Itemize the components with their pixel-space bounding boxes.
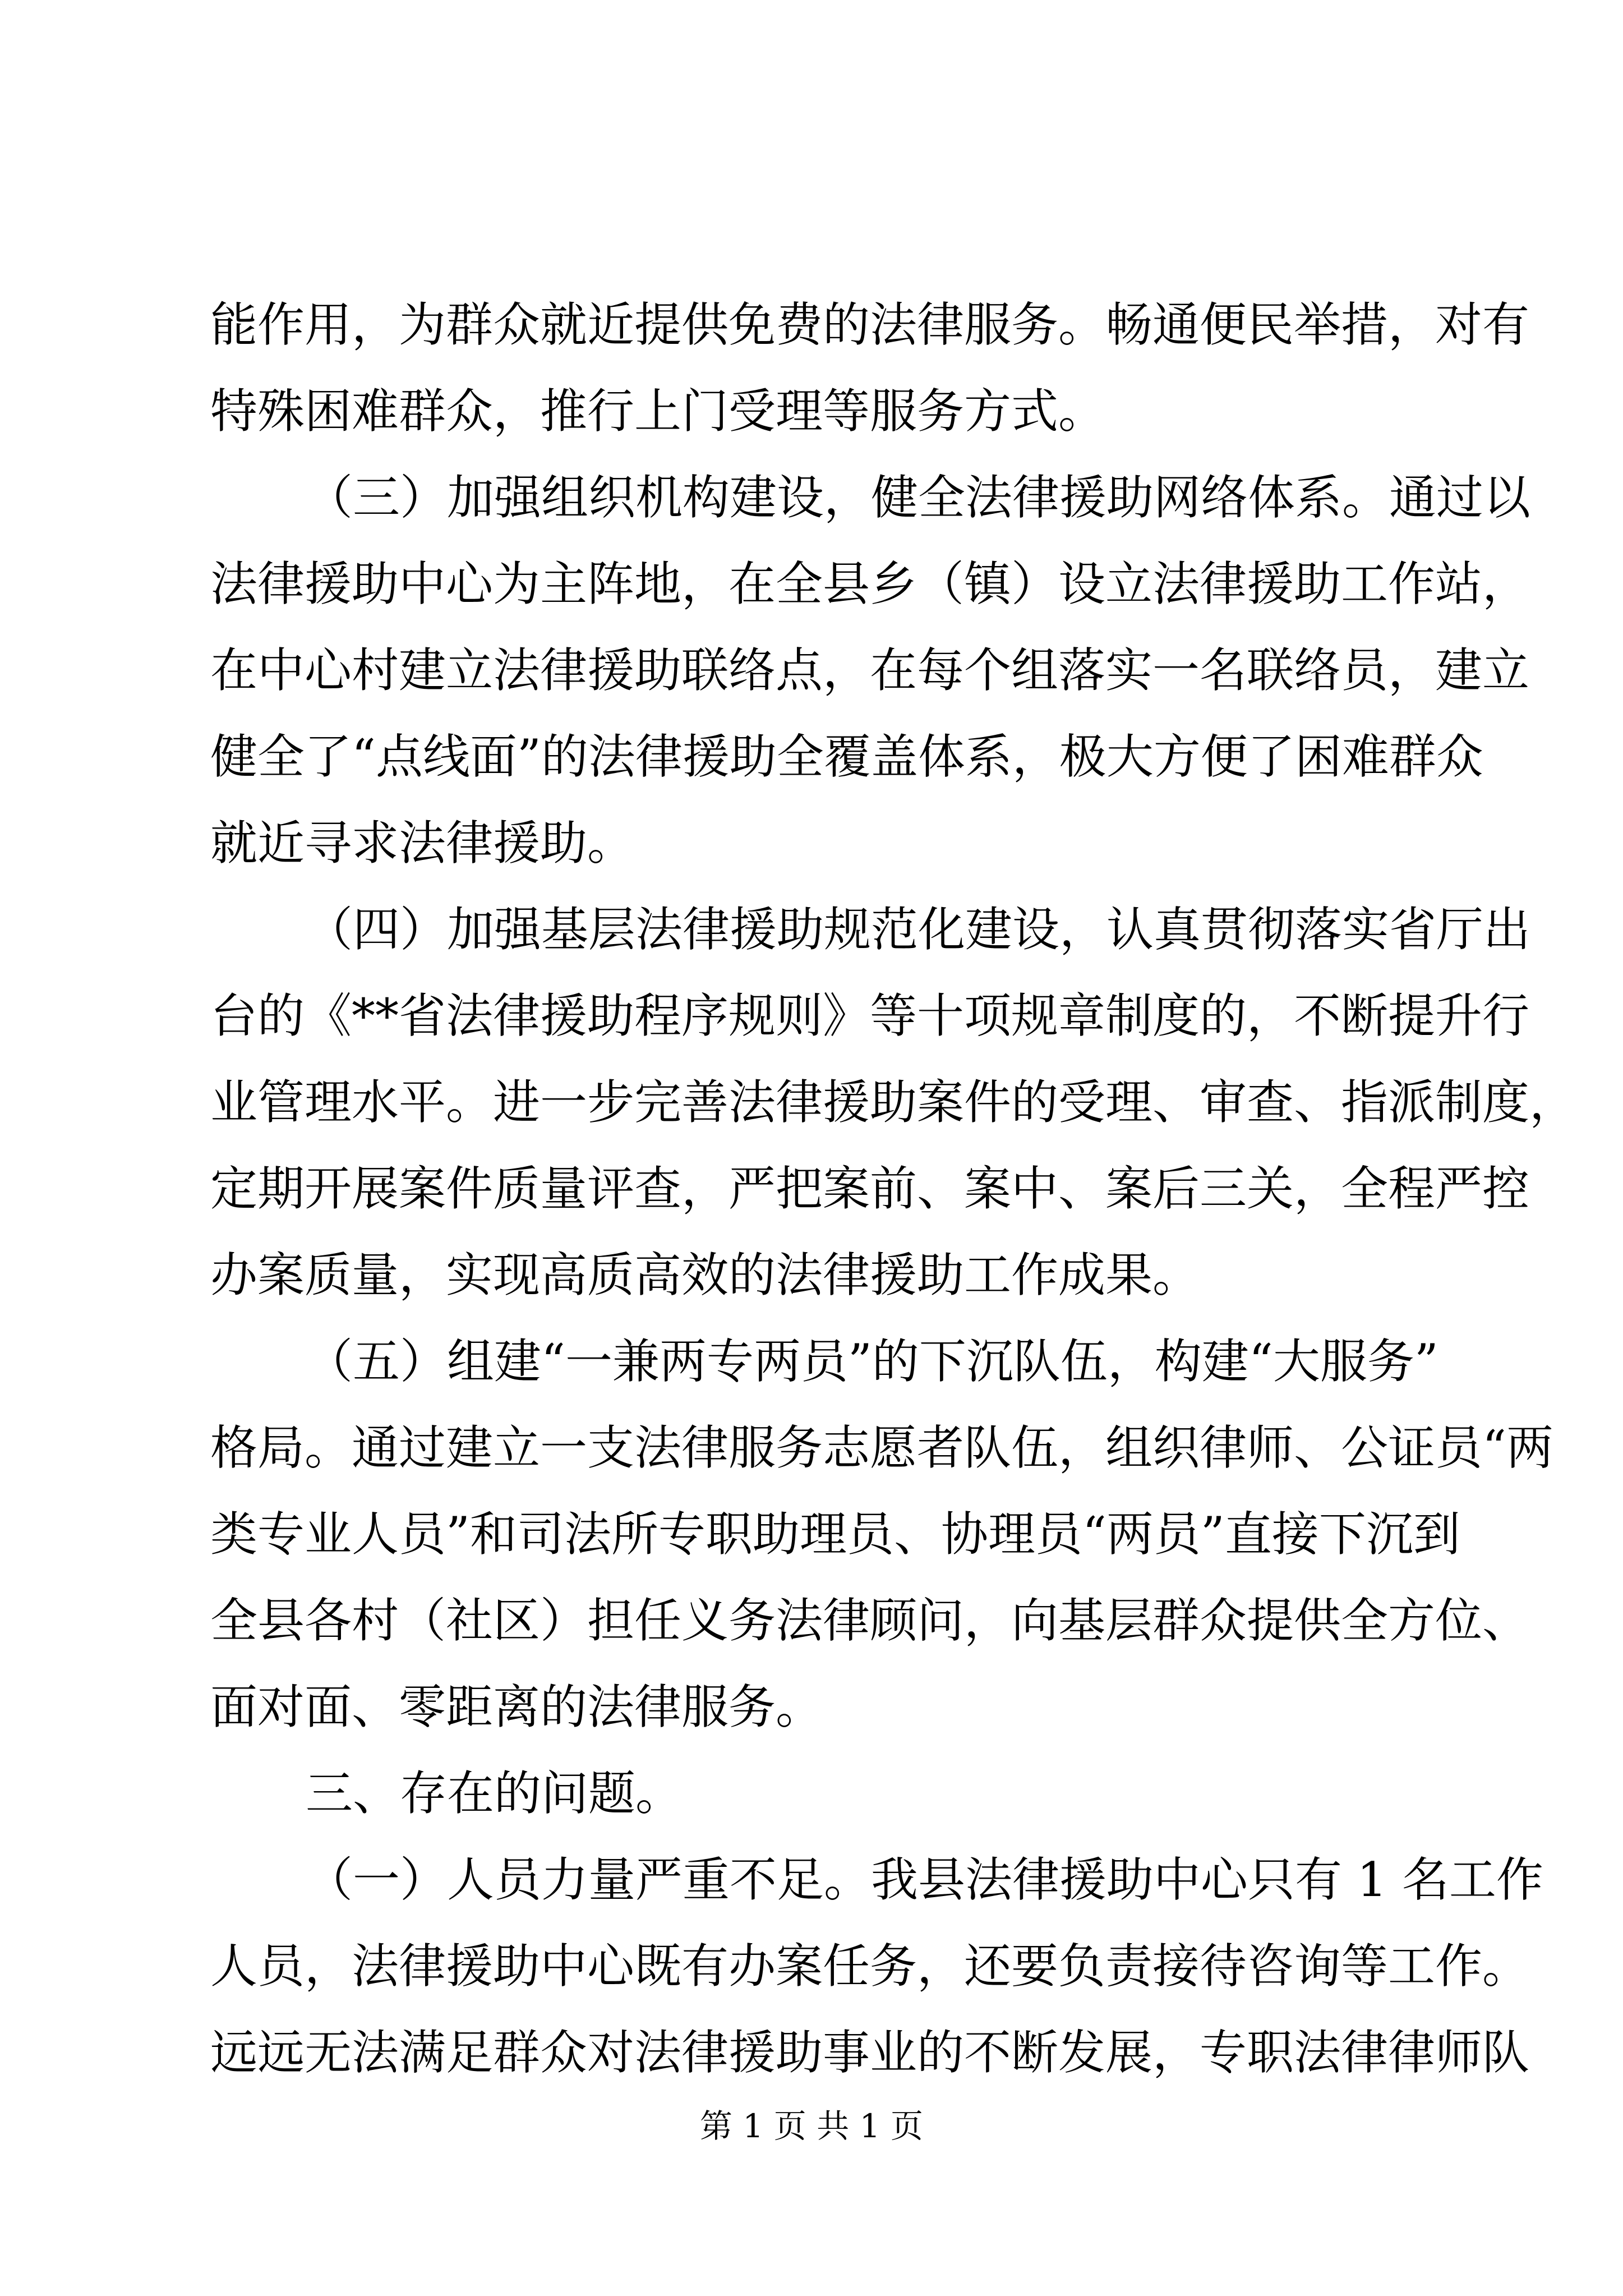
text-line-7: 就近寻求法律援助。	[210, 816, 635, 871]
text-line-14: 格局。通过建立一支法律服务志愿者队伍，组织律师、公证员“两	[210, 1420, 1553, 1475]
section-heading-problems: 三、存在的问题。	[306, 1766, 683, 1821]
text-line-5: 在中心村建立法律援助联络点，在每个组落实一名联络员，建立	[210, 643, 1530, 698]
page-footer: 第 1 页 共 1 页	[700, 2107, 923, 2145]
text-line-12: 办案质量，实现高质高效的法律援助工作成果。	[210, 1248, 1200, 1303]
text-line-8: （四）加强基层法律援助规范化建设，认真贯彻落实省厅出	[306, 902, 1531, 957]
document-body	[210, 282, 1577, 2096]
text-line-21: 远远无法满足群众对法律援助事业的不断发展，专职法律律师队	[210, 2025, 1530, 2080]
text-line-16: 全县各村（社区）担任义务法律顾问，向基层群众提供全方位、	[210, 1593, 1530, 1648]
text-line-2: 特殊困难群众，推行上门受理等服务方式。	[210, 384, 1106, 439]
text-line-3: （三）加强组织机构建设，健全法律援助网络体系。通过以	[306, 470, 1531, 525]
text-line-11: 定期开展案件质量评查，严把案前、案中、案后三关，全程严控	[210, 1161, 1530, 1216]
text-line-17: 面对面、零距离的法律服务。	[210, 1680, 823, 1734]
text-line-1: 能作用，为群众就近提供免费的法律服务。畅通便民举措，对有	[210, 297, 1530, 352]
text-line-10: 业管理水平。进一步完善法律援助案件的受理、审查、指派制度，	[210, 1075, 1577, 1130]
text-line-6: 健全了“点线面”的法律援助全覆盖体系，极大方便了困难群众	[210, 729, 1483, 784]
text-line-19: （一）人员力量严重不足。我县法律援助中心只有 1 名工作	[306, 1852, 1543, 1907]
text-line-20: 人员，法律援助中心既有办案任务，还要负责接待咨询等工作。	[210, 1939, 1530, 1994]
text-line-15: 类专业人员”和司法所专职助理员、协理员“两员”直接下沉到	[210, 1507, 1460, 1562]
text-line-9: 台的《**省法律援助程序规则》等十项规章制度的，不断提升行	[210, 988, 1530, 1043]
text-line-13: （五）组建“一兼两专两员”的下沉队伍，构建“大服务”	[306, 1334, 1438, 1389]
text-line-4: 法律援助中心为主阵地，在全县乡（镇）设立法律援助工作站，	[210, 556, 1530, 611]
